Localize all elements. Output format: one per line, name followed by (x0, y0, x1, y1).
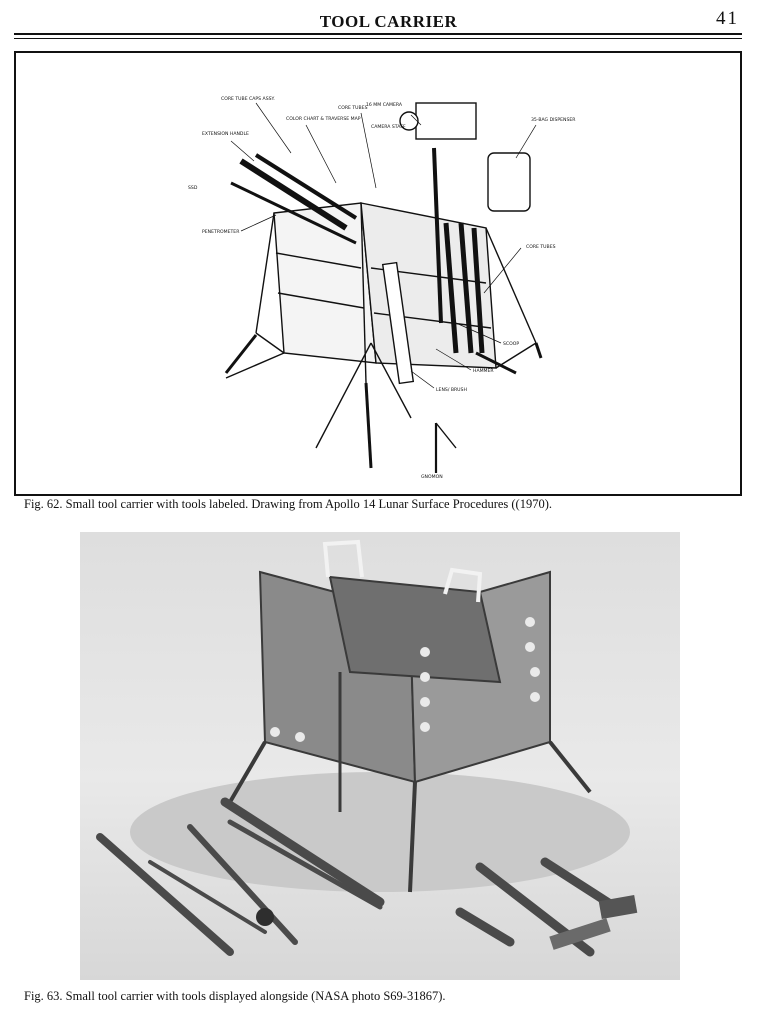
tool-carrier-photo (80, 532, 680, 980)
label-16mm-camera: 16 MM CAMERA (366, 103, 403, 108)
label-core-tubes-right: CORE TUBES (526, 245, 556, 250)
label-core-tube-caps: CORE TUBE CAPS ASSY. (221, 97, 275, 102)
label-scoop: SCOOP (503, 342, 520, 347)
label-35-bag-dispenser: 35-BAG DISPENSER (531, 118, 576, 123)
figure-63-photo (80, 532, 680, 980)
label-hammer: HAMMER (473, 369, 494, 374)
page-title: TOOL CARRIER (319, 12, 458, 31)
label-extension-handle: EXTENSION HANDLE (202, 132, 249, 137)
label-gnomon: GNOMON (421, 475, 443, 480)
label-ssd: SSD (188, 186, 198, 191)
figure-62-caption: Fig. 62. Small tool carrier with tools labeled. Drawing from Apollo 14 Lunar Surface Procedures ((1970). (24, 497, 553, 511)
header-rule-thick (14, 33, 742, 35)
header-rule-thin (14, 38, 742, 39)
label-camera-staff: CAMERA STAFF (371, 125, 406, 130)
label-penetrometer: PENETROMETER (202, 230, 240, 235)
tool-carrier-drawing (16, 53, 740, 494)
figure-62-frame (14, 51, 742, 496)
figure-63-caption: Fig. 63. Small tool carrier with tools displayed alongside (NASA photo S69-31867). (24, 989, 446, 1003)
label-color-chart: COLOR CHART & TRAVERSE MAP (286, 117, 361, 122)
label-core-tubes-top: CORE TUBES (338, 106, 368, 111)
label-lens-brush: LENS/ BRUSH (436, 388, 467, 393)
page-number: 41 (716, 8, 739, 29)
